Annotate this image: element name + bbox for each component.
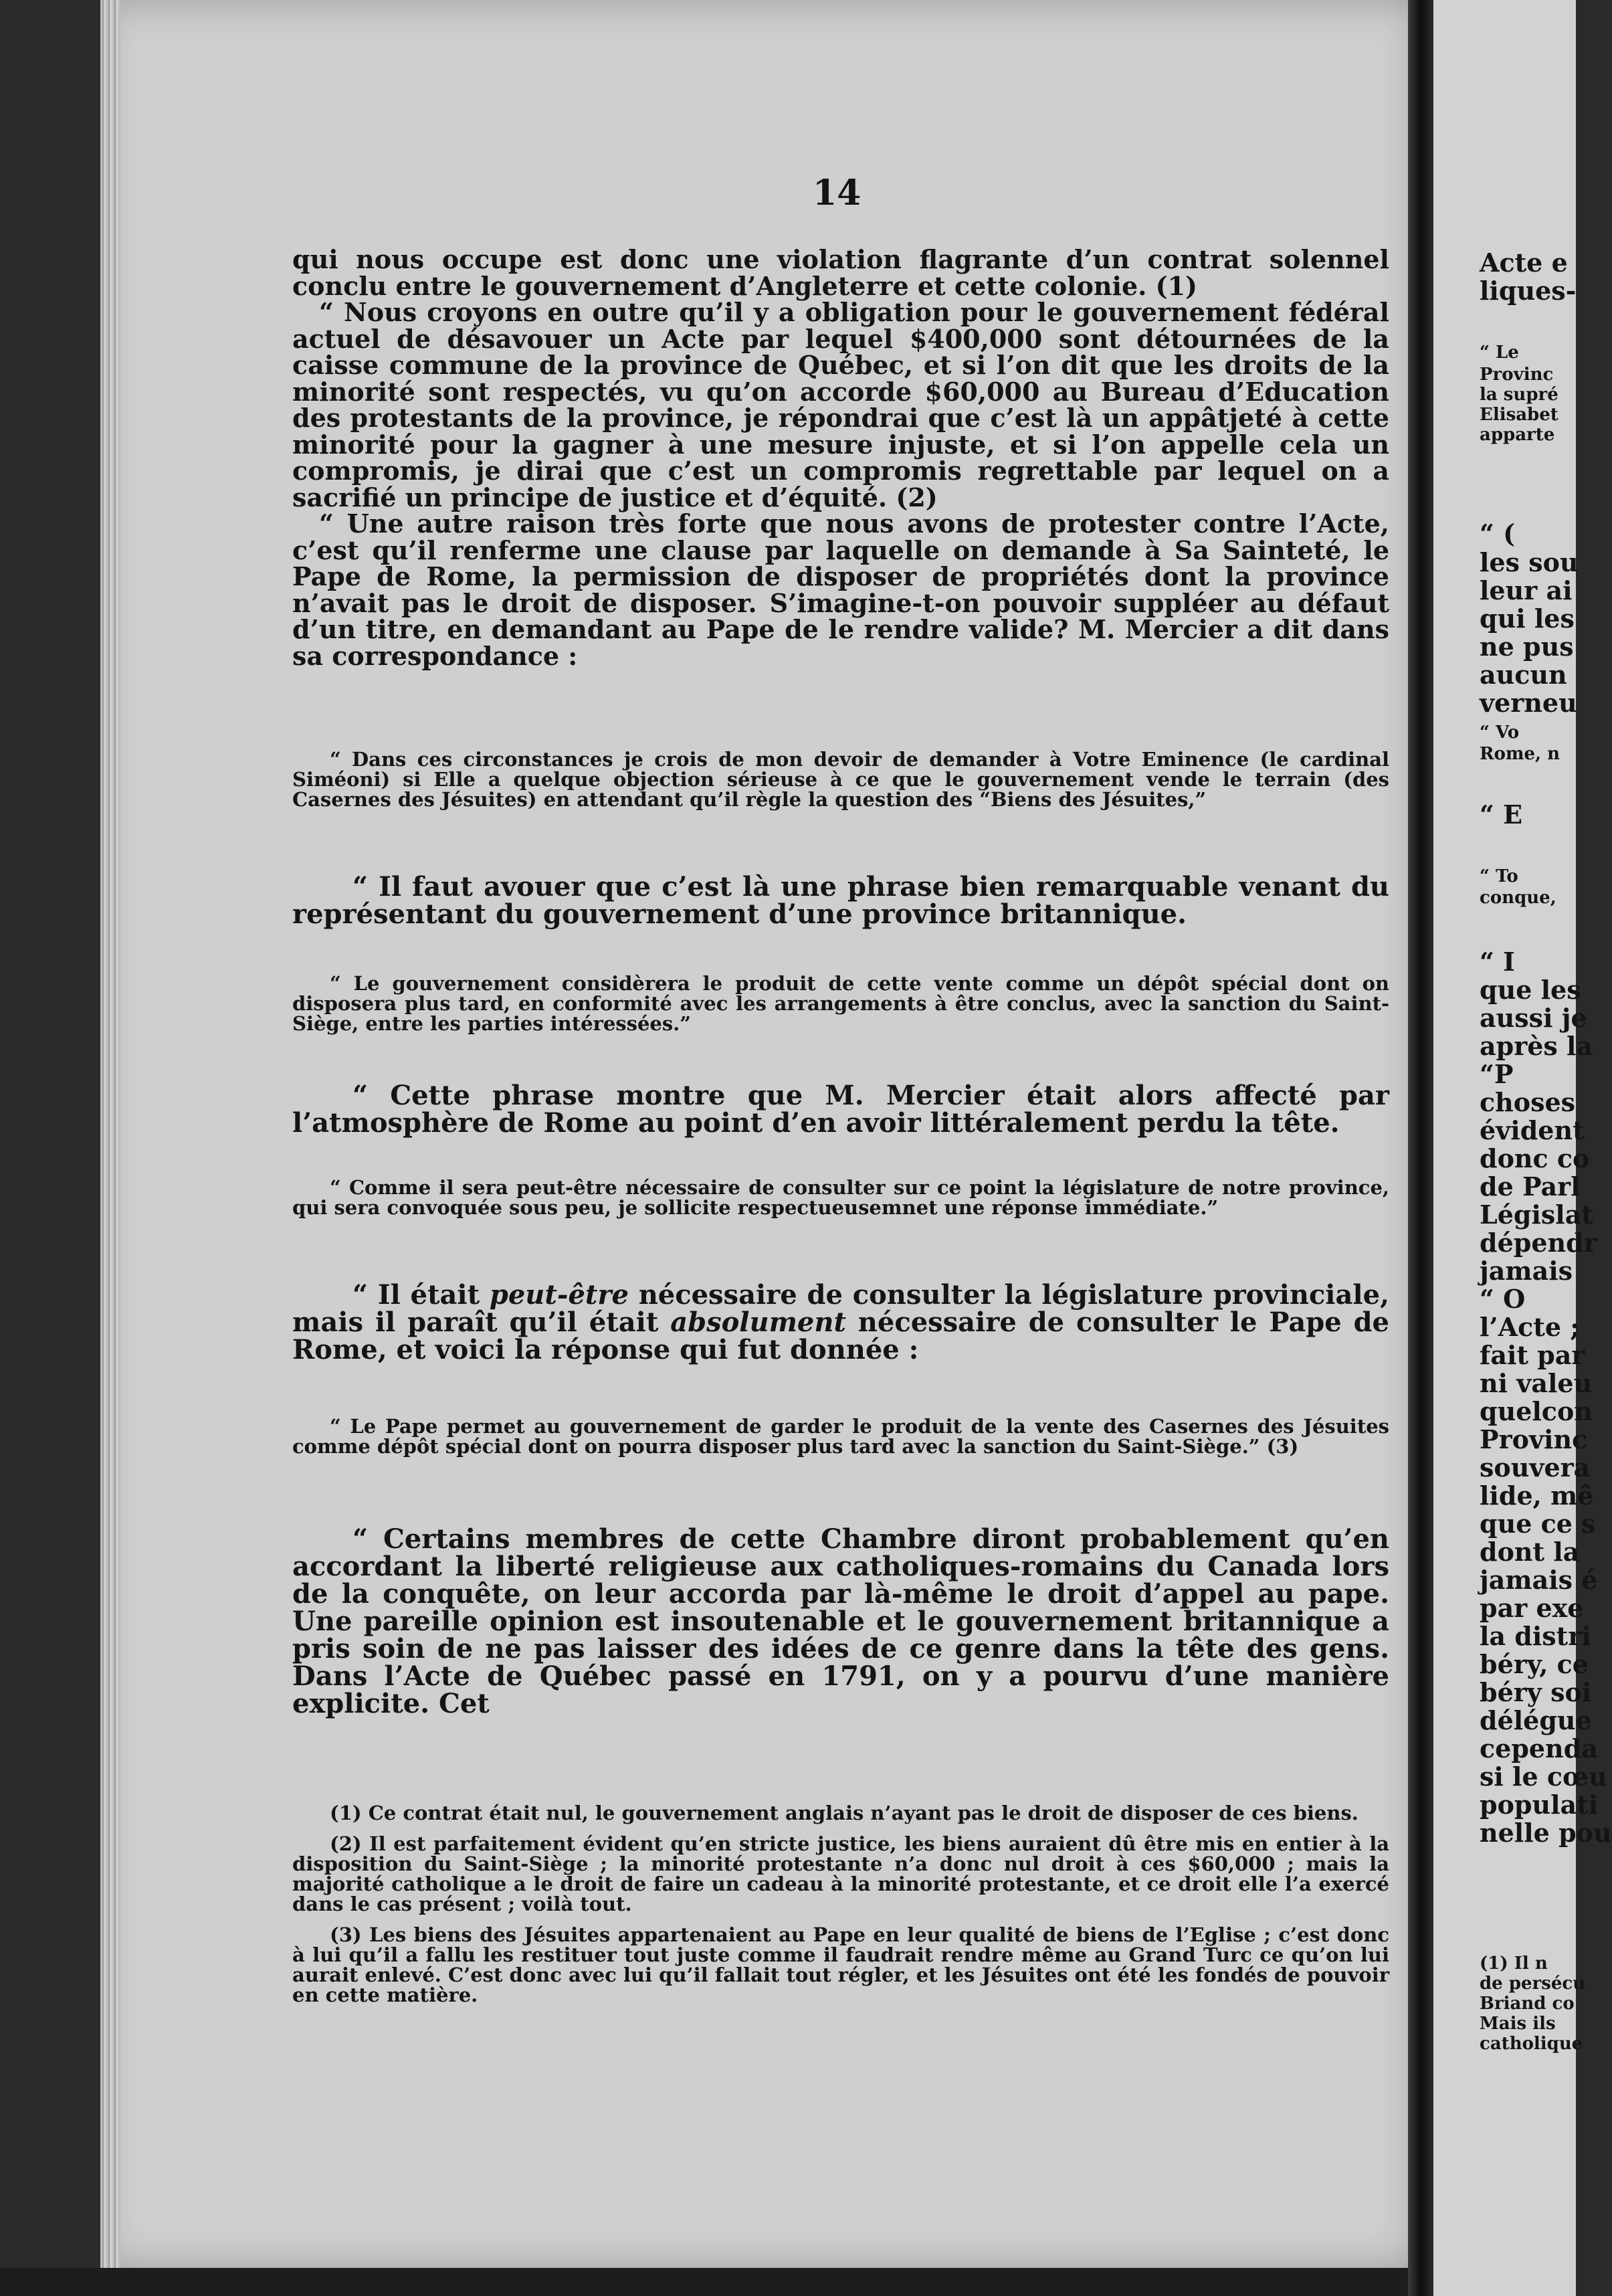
paragraph-6-part-b: nécessaire de consulter la législature provinciale, mais il paraît qu’il était — [292, 1279, 1389, 1338]
right-line: “ Vo — [1480, 723, 1520, 743]
right-line: verneu — [1480, 688, 1577, 718]
right-line: “ ( — [1480, 518, 1516, 549]
right-line: la distri — [1480, 1621, 1591, 1651]
quote-2-text: “ Le gouvernement considèrera le produit de cette vente comme un dépôt spécial dont on disposera plus tard, en conformité avec les arrangements à être conclus, avec la sanction du Saint-Siège, entre les parties intéressées.” — [292, 972, 1389, 1035]
right-line: jamais é — [1480, 1565, 1598, 1595]
emphasis-absolument: absolument — [670, 1307, 846, 1338]
right-line: ne pus — [1480, 632, 1574, 662]
right-line: Briand co — [1480, 1994, 1575, 2014]
right-line: nelle pou — [1480, 1818, 1612, 1848]
page-edge-stack — [100, 0, 120, 2268]
right-line: que les — [1480, 975, 1581, 1005]
right-line: Provinc — [1480, 1424, 1588, 1454]
right-line: aucun — [1480, 660, 1567, 690]
right-line: de persécu — [1480, 1974, 1586, 1994]
right-line: “ To — [1480, 866, 1518, 886]
paragraph-2: “ Nous croyons en outre qu’il y a obligation pour le gouvernement fédéral actuel de désavouer un Acte par lequel $400,000 sont détournées de la caisse commune de la province de Québec, et si l’on dit que les droits de la minorité sont respectés, vu qu’on accorde $60,000 au Bureau d’Education des protestants de la province, je répondrai que c’est là un appâtjeté à cette minorité pour la gagner à une mesure injuste, et si l’on appelle cela un compromis, je dirai que c’est un compromis regrettable par lequel on a sacrifié un principe de justice et d’équité. (2) — [292, 297, 1389, 512]
footnote-1: (1) Ce contrat était nul, le gouvernement anglais n’ayant pas le droit de disposer de ces biens. — [330, 1802, 1358, 1824]
paragraph-3: “ Une autre raison très forte que nous avons de protester contre l’Acte, c’est qu’il renferme une clause par laquelle on demande à Sa Sainteté, le Pape de Rome, la permission de disposer de propriétés dont la province n’avait pas le droit de disposer. S’imagine-t-on pouvoir suppléer au défaut d’un titre, en demandant au Pape de le rendre valide? M. Mercier a dit dans sa correspondance : — [292, 508, 1389, 671]
right-line: délégue — [1480, 1705, 1592, 1735]
right-line: si le cœu — [1480, 1761, 1607, 1792]
right-line: “P — [1480, 1059, 1514, 1089]
right-line: la supré — [1480, 385, 1558, 405]
quote-4 — [292, 1416, 1389, 1456]
right-line: donc co — [1480, 1143, 1590, 1173]
right-line: lide, mê — [1480, 1480, 1594, 1511]
right-line: par exe — [1480, 1593, 1584, 1623]
right-line: apparte — [1480, 425, 1555, 445]
right-line: de Parl — [1480, 1171, 1581, 1202]
right-line: Acte e — [1480, 248, 1568, 278]
right-line: jamais — [1480, 1256, 1573, 1286]
right-line: Provinc — [1480, 365, 1554, 385]
right-line: aussi je — [1480, 1003, 1587, 1033]
right-line: béry, ce — [1480, 1649, 1589, 1679]
right-line: qui les — [1480, 603, 1575, 634]
quote-1 — [292, 749, 1389, 809]
right-line: “ O — [1480, 1284, 1526, 1314]
quote-2 — [292, 973, 1389, 1034]
paragraph-phrase-remarquable — [292, 873, 1389, 928]
right-line: les sou — [1480, 547, 1579, 577]
right-line: Législat — [1480, 1200, 1593, 1230]
right-line: populati — [1480, 1790, 1599, 1820]
right-line: Mais ils — [1480, 2014, 1556, 2034]
footnote-2: (2) Il est parfaitement évident qu’en stricte justice, les biens auraient dû être mis en entier à la disposition du Saint-Siège ; la minorité protestante n’a donc nul droit à ces $60,000 ; mais la majorité catholique a le droit de faire un cadeau à la minorité protestante, et ce droit elle l’a exercé dans le cas présent ; voilà tout. — [292, 1832, 1389, 1915]
right-line: liques- — [1480, 276, 1577, 306]
right-line: quelcon — [1480, 1396, 1593, 1426]
book-gutter — [1408, 0, 1433, 2296]
quote-4-text: “ Le Pape permet au gouvernement de garder le produit de la vente des Casernes des Jésuites comme dépôt spécial dont on pourra disposer plus tard avec la sanction du Saint-Siège.” (3) — [292, 1415, 1389, 1458]
scan-border-bottom — [0, 2268, 1408, 2296]
right-line: après la — [1480, 1031, 1593, 1061]
right-line: “ Le — [1480, 343, 1519, 363]
emphasis-peut-etre: peut-être — [489, 1279, 629, 1311]
right-line: (1) Il n — [1480, 1953, 1548, 1974]
right-line: ni valeu — [1480, 1368, 1593, 1398]
right-line: leur ai — [1480, 575, 1573, 605]
paragraph-6-part-a: “ Il était — [352, 1279, 490, 1311]
paragraph-5: “ Cette phrase montre que M. Mercier était alors affecté par l’atmosphère de Rome au point d’en avoir littéralement perdu la tête. — [292, 1080, 1389, 1139]
right-line: dépendr — [1480, 1228, 1597, 1258]
right-line: que ce s — [1480, 1509, 1596, 1539]
right-line: souvera — [1480, 1452, 1591, 1482]
paragraph-certains-membres — [292, 1525, 1389, 1717]
footnote-3: (3) Les biens des Jésuites appartenaient au Pape en leur qualité de biens de l’Eglise ; c’est donc à lui qu’il a fallu les restituer tout juste comme il faudrait rendre même au Grand Turc ce qu’on lui aurait enlevé. C’est donc avec lui qu’il fallait tout régler, et les Jésuites ont été les fondés de pouvoir en cette matière. — [292, 1923, 1389, 2006]
right-line: l’Acte ; — [1480, 1312, 1580, 1342]
paragraph-7: “ Certains membres de cette Chambre diront probablement qu’en accordant la liberté religieuse aux catholiques-romains du Canada lors de la conquête, on leur accorda par là-même le droit d’appel au pape. Une pareille opinion est insoutenable et le gouvernement britannique a pris soin de ne pas laisser des idées de ce genre dans la tête des gens. Dans l’Acte de Québec passé en 1791, on y a pourvu d’une manière explicite. Cet — [292, 1523, 1389, 1719]
right-line: Elisabet — [1480, 405, 1558, 425]
right-line: “ I — [1480, 947, 1515, 977]
quote-3 — [292, 1177, 1389, 1218]
right-line: conque, — [1480, 888, 1556, 908]
page-number: 14 — [813, 173, 862, 213]
footnotes — [292, 1803, 1389, 2016]
right-line: “ E — [1480, 799, 1523, 830]
right-line: catholique — [1480, 2034, 1583, 2054]
right-line: dont la — [1480, 1537, 1580, 1567]
right-line: évident — [1480, 1115, 1585, 1145]
paragraph-6-part-c: nécessaire de consulter le Pape de Rome, et voici la réponse qui fut donnée : — [292, 1307, 1389, 1365]
quote-1-text: “ Dans ces circonstances je crois de mon devoir de demander à Votre Eminence (le cardinal Siméoni) si Elle a quelque objection sérieuse à ce que le gouvernement vende le terrain (des Casernes des Jésuites) en attendant qu’il règle la question des “Biens des Jésuites,” — [292, 748, 1389, 811]
right-line: cependa — [1480, 1733, 1598, 1763]
right-line: béry soi — [1480, 1677, 1592, 1707]
body-paragraphs-top — [292, 246, 1389, 669]
quote-3-text: “ Comme il sera peut-être nécessaire de consulter sur ce point la législature de notre province, qui sera convoquée sous peu, je sollicite respectueusemnet une réponse immédiate.” — [292, 1176, 1389, 1219]
right-line: choses — [1480, 1087, 1576, 1117]
paragraph-atmosphere — [292, 1082, 1389, 1137]
paragraph-4: “ Il faut avouer que c’est là une phrase bien remarquable venant du représentant du gouvernement d’une province britannique. — [292, 871, 1389, 930]
right-line: Rome, n — [1480, 744, 1560, 764]
paragraph-6 — [292, 1281, 1389, 1363]
paragraph-consulter — [292, 1281, 1389, 1363]
paragraph-1: qui nous occupe est donc une violation flagrante d’un contrat solennel conclu entre le gouvernement d’Angleterre et cette colonie. (1) — [292, 244, 1389, 301]
right-line: fait par — [1480, 1340, 1585, 1370]
